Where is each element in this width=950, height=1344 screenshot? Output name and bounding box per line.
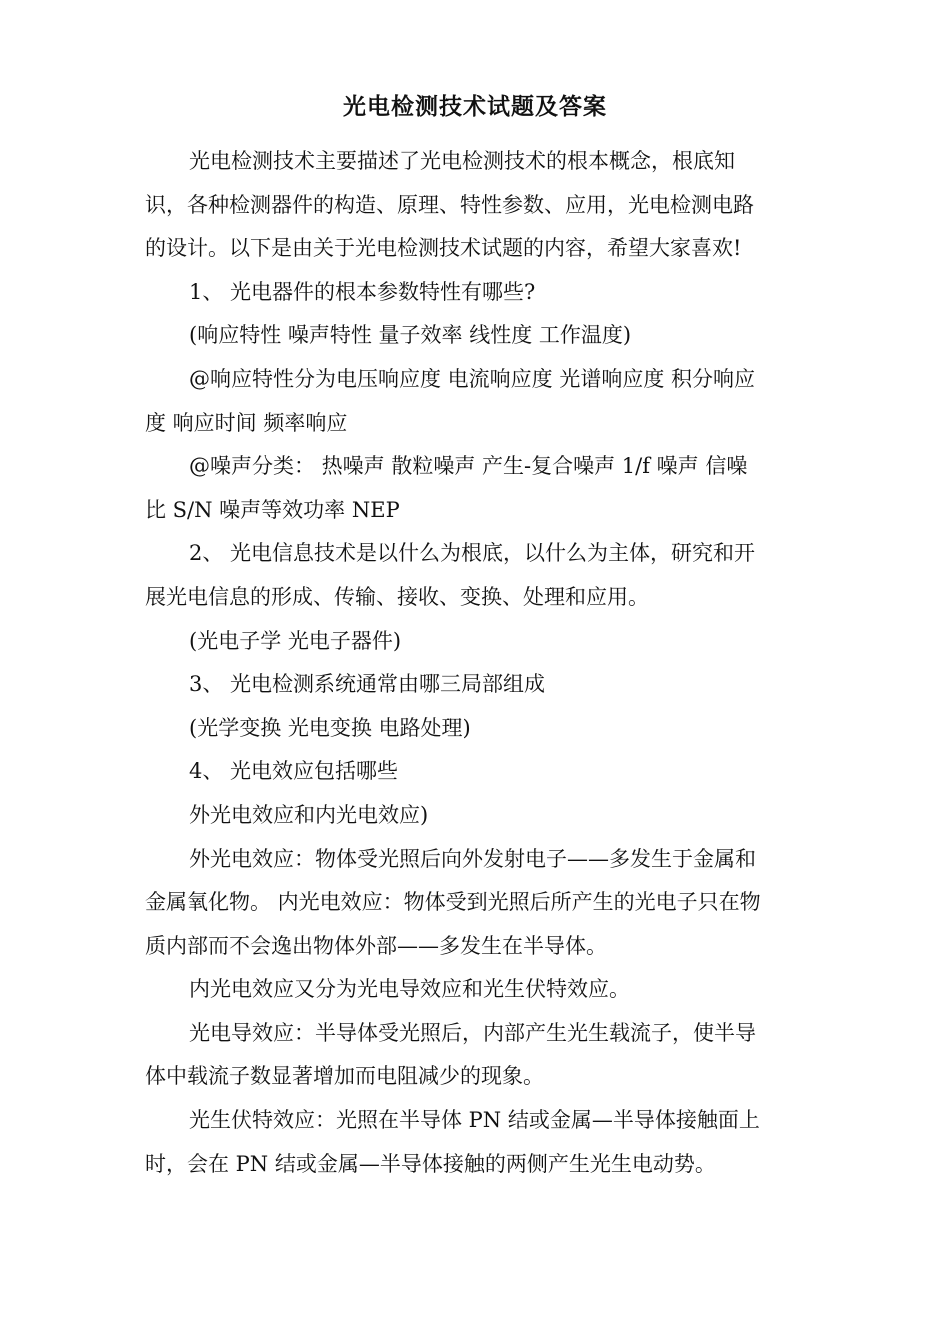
text-line: (光电子学 光电子器件) (189, 628, 402, 653)
text-line: 光电检测技术主要描述了光电检测技术的根本概念，根底知 (189, 149, 735, 173)
text-line: 时，会在 PN 结或金属—半导体接触的两侧产生光生电动势。 (145, 1151, 716, 1176)
text-line: 体中载流子数显著增加而电阻减少的现象。 (145, 1064, 544, 1089)
page-title: 光电检测技术试题及答案 (343, 94, 607, 120)
text-line: 4、 光电效应包括哪些 (189, 759, 399, 784)
text-line: 内光电效应又分为光电导效应和光生伏特效应。 (189, 977, 630, 1002)
answer-4 (145, 794, 810, 838)
note-noise-classification (145, 445, 810, 532)
answer-3 (145, 707, 810, 751)
answer-1 (145, 314, 810, 358)
text-line: (响应特性 噪声特性 量子效率 线性度 工作温度) (189, 323, 632, 348)
text-line: 识，各种检测器件的构造、原理、特性参数、应用，光电检测电路 (145, 192, 754, 217)
text-line: 质内部而不会逸出物体外部——多发生在半导体。 (145, 933, 607, 958)
text-line: 1、 光电器件的根本参数特性有哪些? (189, 279, 536, 304)
question-3 (145, 663, 810, 707)
question-4 (145, 750, 810, 794)
text-line: 金属氧化物。 内光电效应：物体受到光照后所产生的光电子只在物 (145, 890, 761, 915)
answer-2 (145, 620, 810, 664)
text-line: 光电导效应：半导体受光照后，内部产生光生载流子，使半导 (189, 1020, 756, 1045)
text-line: 比 S/N 噪声等效功率 NEP (145, 497, 400, 522)
text-line: @响应特性分为电压响应度 电流响应度 光谱响应度 积分响应 (189, 366, 756, 391)
question-2 (145, 532, 810, 619)
question-1 (145, 271, 810, 315)
text-line: (光学变换 光电变换 电路处理) (189, 715, 471, 740)
text-line: 展光电信息的形成、传输、接收、变换、处理和应用。 (145, 584, 649, 609)
text-line: 的设计。以下是由关于光电检测技术试题的内容，希望大家喜欢! (145, 236, 742, 261)
paragraph-intro (145, 140, 810, 271)
paragraph-internal-effect-types (145, 968, 810, 1012)
text-line: 外光电效应和内光电效应) (189, 802, 429, 827)
paragraph-external-internal-effect (145, 838, 810, 969)
text-line: 2、 光电信息技术是以什么为根底，以什么为主体，研究和开 (189, 541, 756, 566)
paragraph-photovoltaic-effect (145, 1099, 810, 1186)
text-line: 3、 光电检测系统通常由哪三局部组成 (189, 672, 546, 697)
text-line: 外光电效应：物体受光照后向外发射电子——多发生于金属和 (189, 846, 756, 871)
paragraph-photoconductive-effect (145, 1012, 810, 1099)
note-response-characteristics (145, 358, 810, 445)
text-line: 度 响应时间 频率响应 (145, 410, 348, 435)
document-body (145, 140, 810, 1186)
text-line: @噪声分类： 热噪声 散粒噪声 产生-复合噪声 1/f 噪声 信噪 (189, 454, 748, 479)
text-line: 光生伏特效应：光照在半导体 PN 结或金属—半导体接触面上 (189, 1108, 760, 1133)
